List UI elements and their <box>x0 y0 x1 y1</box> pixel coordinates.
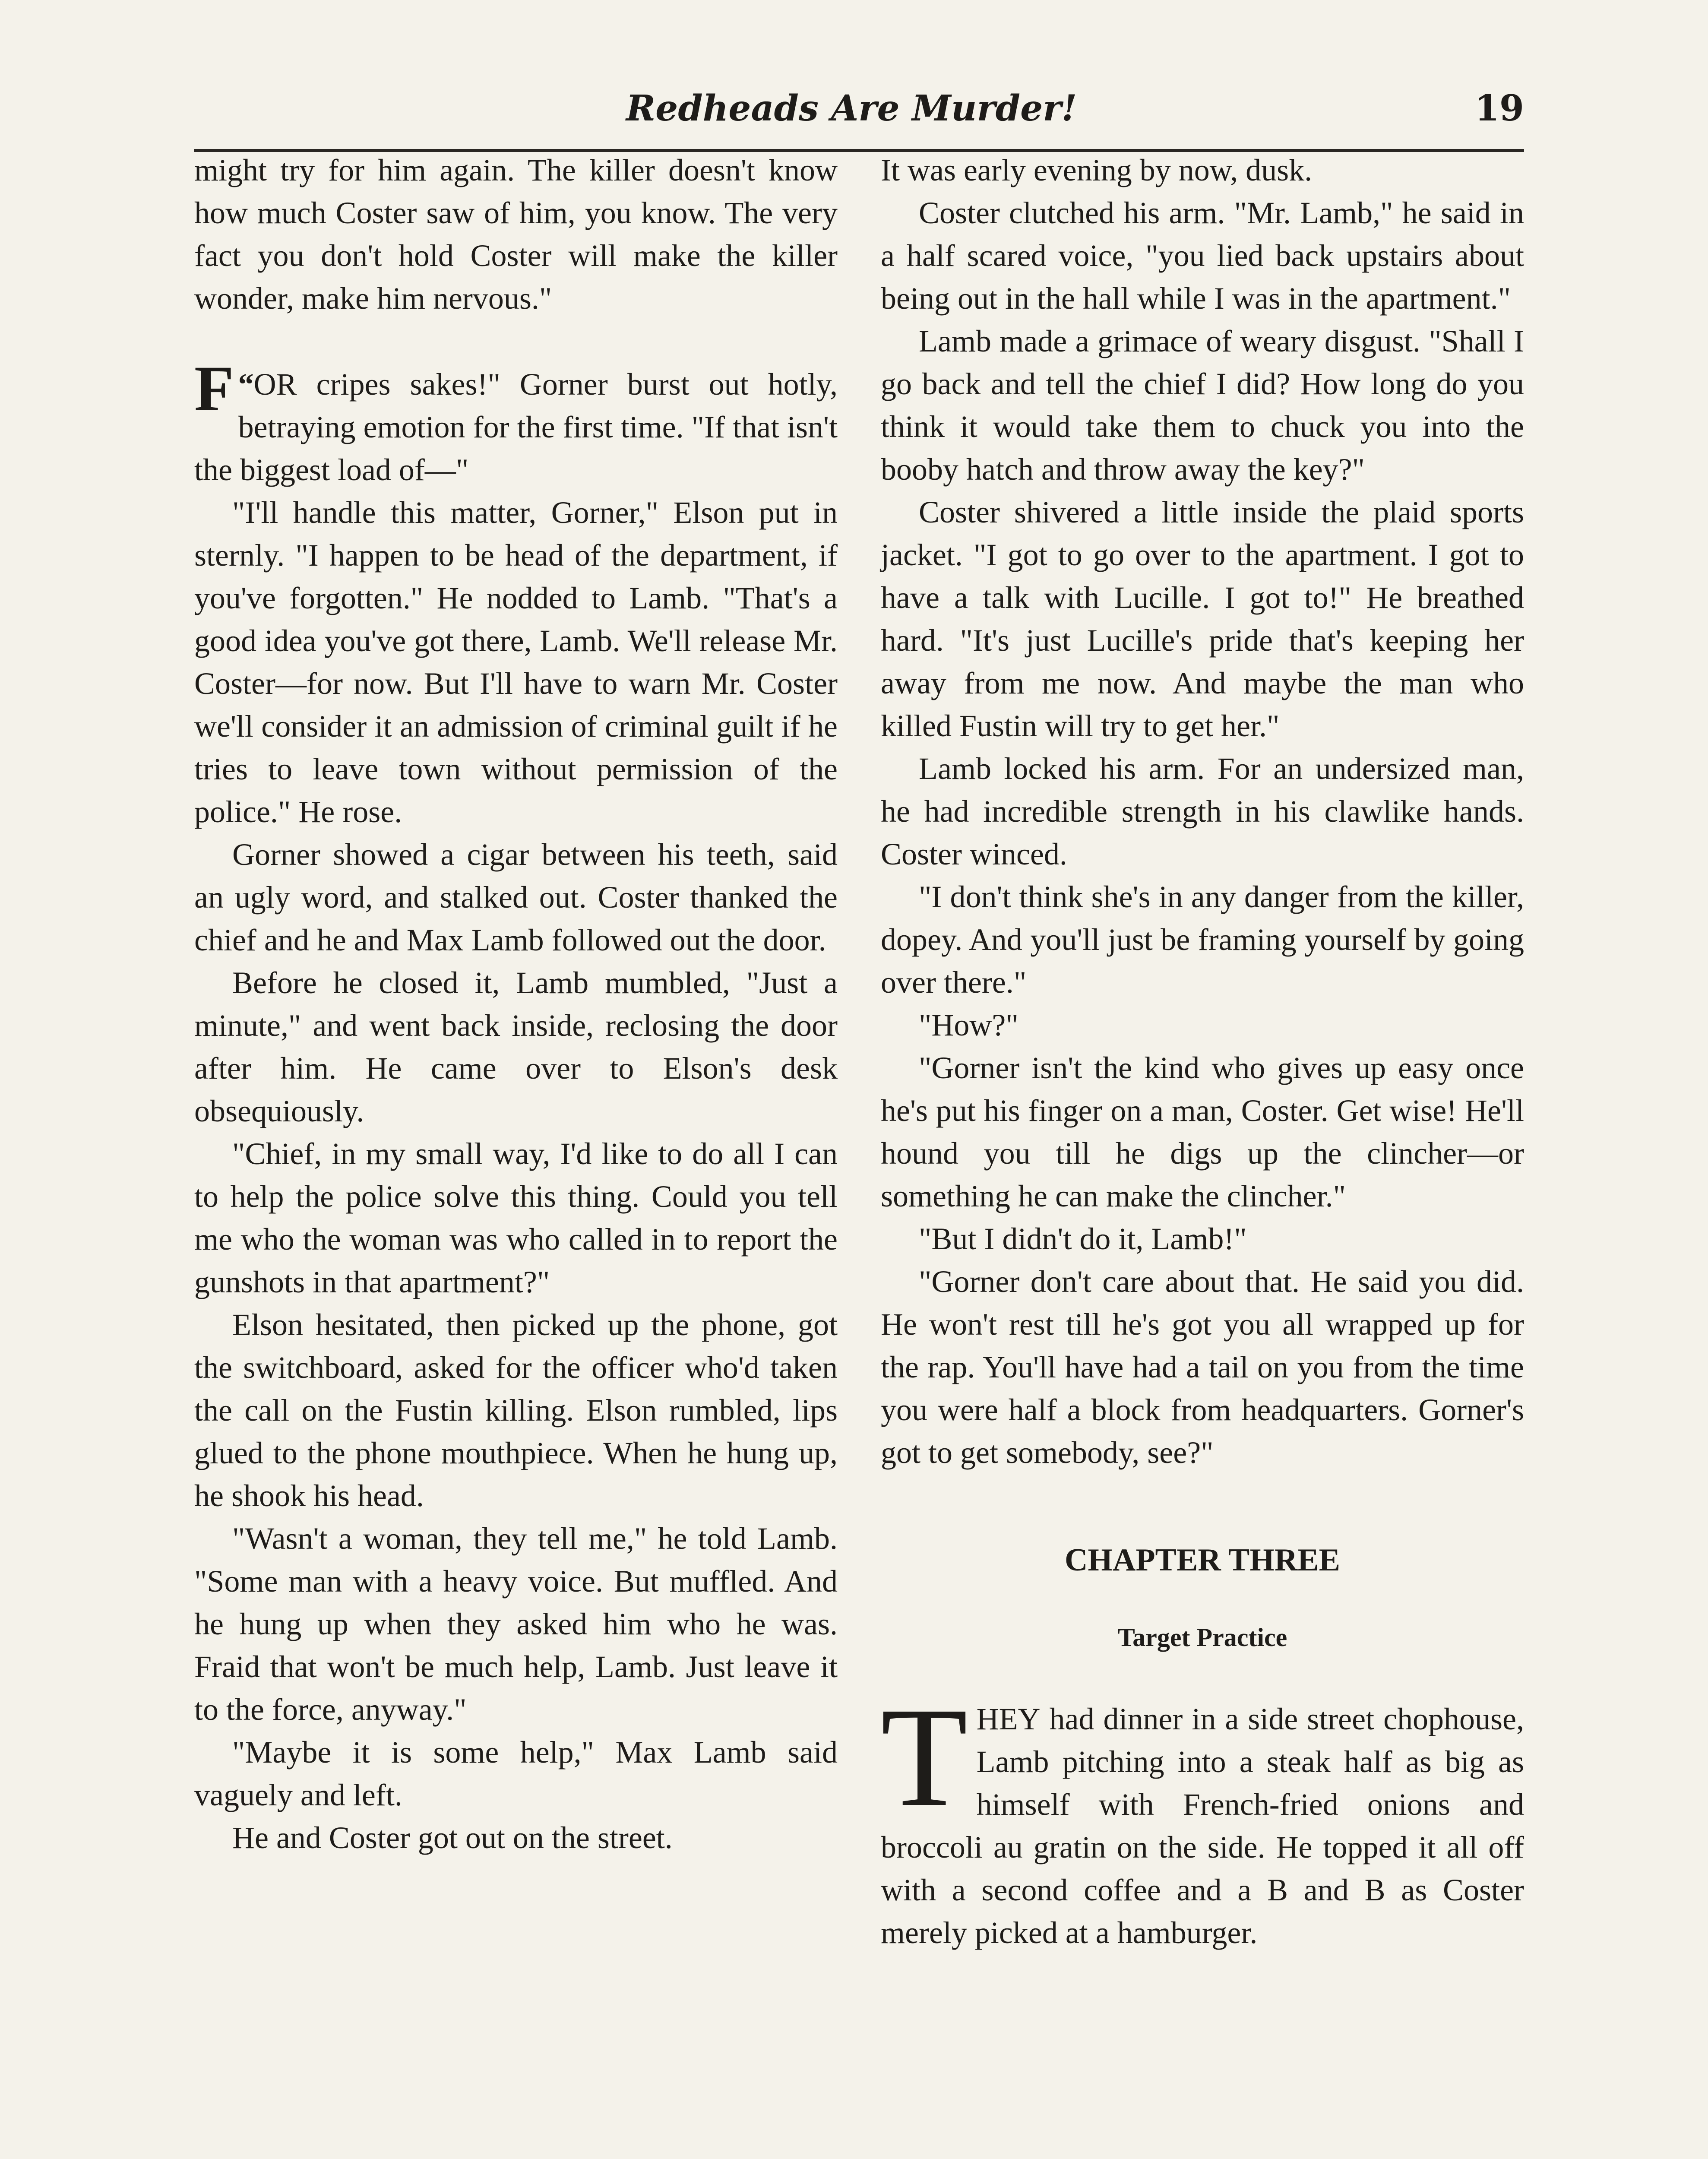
paragraph: Gorner showed a cigar between his teeth, said an ugly word, and stalked out. Coster thanked the chief and he and Max Lamb followed out the door. <box>194 837 838 957</box>
page-number: 19 <box>1474 88 1524 129</box>
paragraph: "Maybe it is some help," Max Lamb said vaguely and left. <box>194 1735 838 1812</box>
paragraph: Elson hesitated, then picked up the phone, got the switchboard, asked for the officer who'd taken the call on the Fustin killing. Elson rumbled, lips glued to the phone mouthpiece. When he hung up, he shook his head. <box>194 1307 838 1513</box>
paragraph: Coster shivered a little inside the plaid sports jacket. "I got to go over to the apartment. I got to have a talk with Lucille. I got to!" He breathed hard. "It's just Lucille's pride that's keeping her away from me now. And maybe the man who killed Fustin will try to get her." <box>881 495 1524 743</box>
right-column <box>881 149 1524 1954</box>
paragraph: "Wasn't a woman, they tell me," he told Lamb. "Some man with a heavy voice. But muffled. And he hung up when they asked him who he was. Fraid that won't be much help, Lamb. Just leave it to the force, anyway." <box>194 1521 838 1727</box>
paragraph: "I'll handle this matter, Gorner," Elson put in sternly. "I happen to be head of the department, if you've forgotten." He nodded to Lamb. "That's a good idea you've got there, Lamb. We'll release Mr. Coster—for now. But I'll have to warn Mr. Coster we'll consider it an admission of criminal guilt if he tries to leave town without permission of the police." He rose. <box>194 495 838 829</box>
chapter-subtitle: Target Practice <box>1117 1623 1287 1652</box>
paragraph-text: had dinner in a side street chophouse, Lamb pitching into a steak half as big as himself with French-fried onions and broccoli au gratin on the side. He topped it all off with a second coffee and a B and B as Coster merely picked at a hamburger. <box>881 1702 1524 1950</box>
paragraph-text: cripes sakes!" Gorner burst out hotly, betraying emotion for the first time. "If that isn't the biggest load of—" <box>194 367 838 487</box>
paragraph: It was early evening by now, dusk. <box>881 153 1313 187</box>
lead-caps: OR <box>253 367 297 402</box>
paragraph: Lamb made a grimace of weary disgust. "Shall I go back and tell the chief I did? How long do you think it would take them to chuck you into the booby hatch and throw away the key?" <box>881 324 1524 487</box>
paragraph: Coster clutched his arm. "Mr. Lamb," he said in a half scared voice, "you lied back upstairs about being out in the hall while I was in the apartment." <box>881 196 1524 316</box>
paragraph: "I don't think she's in any danger from the killer, dopey. And you'll just be framing yourself by going over there." <box>881 880 1524 1000</box>
paragraph: "Chief, in my small way, I'd like to do all I can to help the police solve this thing. Could you tell me who the woman was who called in to report the gunshots in that apartment?" <box>194 1136 838 1299</box>
chapter-title: CHAPTER THREE <box>1064 1542 1341 1578</box>
paragraph: "Gorner don't care about that. He said you did. He won't rest till he's got you all wrapped up for the rap. You'll have had a tail on you from the time you were half a block from headquarters. Gorner's got to get somebody, see?" <box>881 1264 1524 1470</box>
paragraph: "But I didn't do it, Lamb!" <box>919 1222 1247 1256</box>
paragraph: He and Coster got out on the street. <box>232 1820 673 1855</box>
drop-cap: T <box>881 1678 968 1836</box>
page-header <box>194 84 1524 152</box>
paragraph: Before he closed it, Lamb mumbled, "Just a minute," and went back inside, reclosing the door after him. He came over to Elson's desk obsequiously. <box>194 966 838 1128</box>
running-title: Redheads Are Murder! <box>626 88 1077 129</box>
open-quote: “ <box>238 367 254 402</box>
paragraph-dropcap-t <box>881 1678 1524 1954</box>
left-column <box>194 149 838 1859</box>
paragraph: "How?" <box>919 1008 1018 1042</box>
paragraph: Lamb locked his arm. For an undersized man, he had incredible strength in his clawlike hands. Coster winced. <box>881 751 1524 871</box>
drop-cap: F <box>194 353 234 424</box>
paragraph-dropcap-f <box>194 353 838 491</box>
paragraph: "Gorner isn't the kind who gives up easy once he's put his finger on a man, Coster. Get wise! He'll hound you till he digs up the clincher—or something he can make the clincher." <box>881 1051 1524 1213</box>
paragraph: might try for him again. The killer doesn't know how much Coster saw of him, you know. The very fact you don't hold Coster will make the killer wonder, make him nervous." <box>194 153 838 316</box>
lead-caps: HEY <box>976 1702 1041 1736</box>
